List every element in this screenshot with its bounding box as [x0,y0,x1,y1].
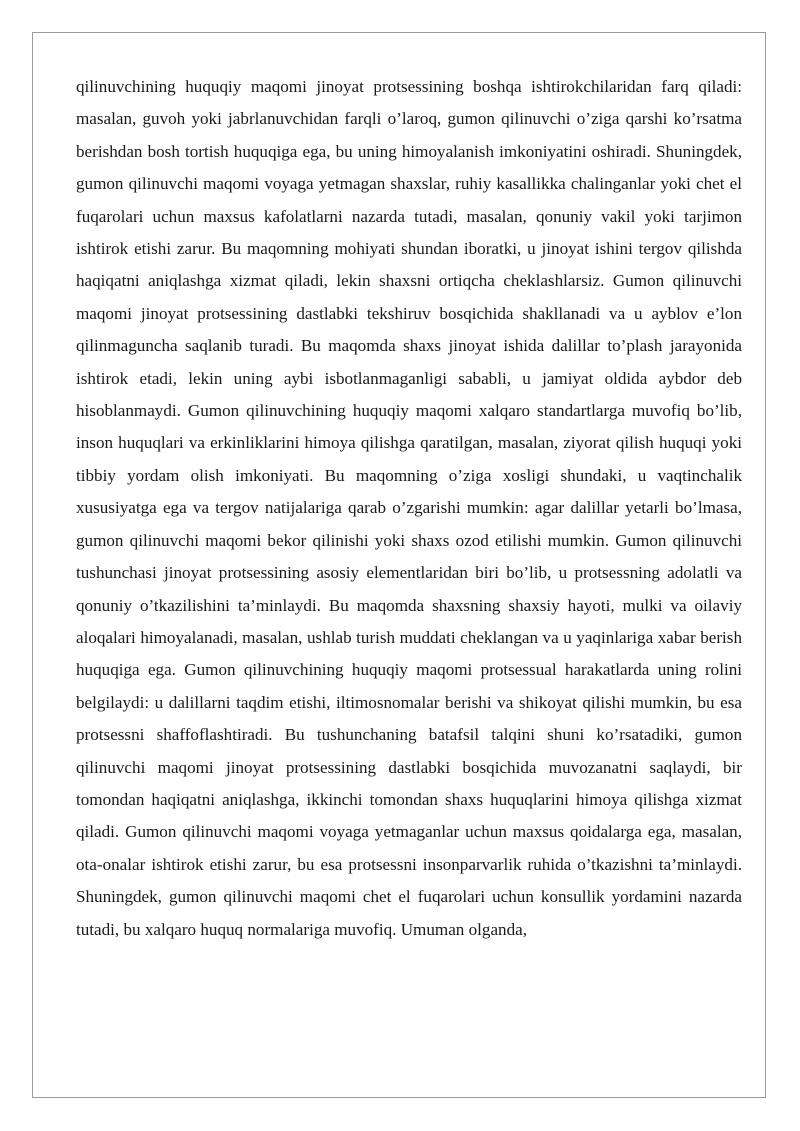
body-paragraph: qilinuvchining huquqiy maqomi jinoyat protsessining boshqa ishtirokchilaridan farq qiladi: masalan, guvoh yoki jabrlanuvchidan farqli o’laroq, gumon qilinuvchi o’ziga qarshi ko’rsatma berishdan bosh tortish huquqiga ega, bu uning himoyalanish imkoniyatini oshiradi. Shuningdek, gumon qilinuvchi maqomi voyaga yetmagan shaxslar, ruhiy kasallikka chalinganlar yoki chet el fuqarolari uchun maxsus kafolatlarni nazarda tutadi, masalan, qonuniy vakil yoki tarjimon ishtirok etishi zarur. Bu maqomning mohiyati shundan iboratki, u jinoyat ishini tergov qilishda haqiqatni aniqlashga xizmat qiladi, lekin shaxsni ortiqcha cheklashlarsiz. Gumon qilinuvchi maqomi jinoyat protsessining dastlabki tekshiruv bosqichida shakllanadi va u ayblov e’lon qilinmaguncha saqlanib turadi. Bu maqomda shaxs jinoyat ishida dalillar to’plash jarayonida ishtirok etadi, lekin uning aybi isbotlanmaganligi sababli, u jamiyat oldida aybdor deb hisoblanmaydi. Gumon qilinuvchining huquqiy maqomi xalqaro standartlarga muvofiq bo’lib, inson huquqlari va erkinliklarini himoya qilishga qaratilgan, masalan, ziyorat qilish huquqi yoki tibbiy yordam olish imkoniyati. Bu maqomning o’ziga xosligi shundaki, u vaqtinchalik xususiyatga ega va tergov natijalariga qarab o’zgarishi mumkin: agar dalillar yetarli bo’lmasa, gumon qilinuvchi maqomi bekor qilinishi yoki shaxs ozod etilishi mumkin. Gumon qilinuvchi tushunchasi jinoyat protsessining asosiy elementlaridan biri bo’lib, u protsessning adolatli va qonuniy o’tkazilishini ta’minlaydi. Bu maqomda shaxsning shaxsiy hayoti, mulki va oilaviy aloqalari himoyalanadi, masalan, ushlab turish muddati cheklangan va u yaqinlariga xabar berish huquqiga ega. Gumon qilinuvchining huquqiy maqomi protsessual harakatlarda uning rolini belgilaydi: u dalillarni taqdim etishi, iltimosnomalar berishi va shikoyat qilishi mumkin, bu esa protsessni shaffoflashtiradi. Bu tushunchaning batafsil talqini shuni ko’rsatadiki, gumon qilinuvchi maqomi jinoyat protsessining dastlabki bosqichida muvozanatni saqlaydi, bir tomondan haqiqatni aniqlashga, ikkinchi tomondan shaxs huquqlarini himoya qilishga xizmat qiladi. Gumon qilinuvchi maqomi voyaga yetmaganlar uchun maxsus qoidalarga ega, masalan, ota-onalar ishtirok etishi zarur, bu esa protsessni insonparvarlik ruhida o’tkazishni ta’minlaydi. Shuningdek, gumon qilinuvchi maqomi chet el fuqarolari uchun konsullik yordamini nazarda tutadi, bu xalqaro huquq normalariga muvofiq. Umuman olganda, [76,77,742,939]
